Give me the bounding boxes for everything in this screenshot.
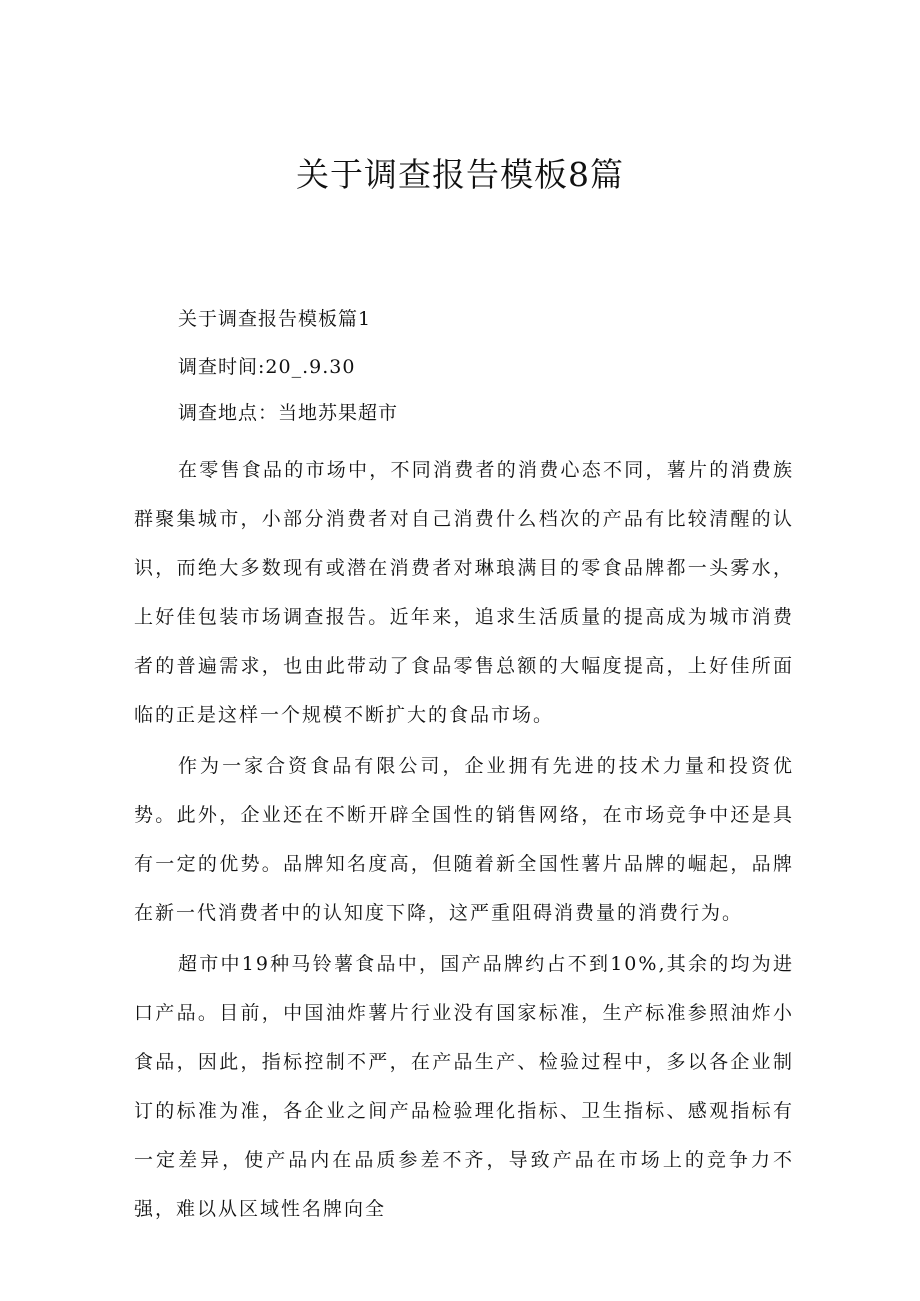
survey-time: 调查时间:20_.9.30	[178, 356, 356, 378]
paragraph-2: 作为一家合资食品有限公司，企业拥有先进的技术力量和投资优势。此外，企业还在不断开辟全国性的销售网络，在市场竞争中还是具有一定的优势。品牌知名度高，但随着新全国性薯片品牌的崛起，品牌在新一代消费者中的认知度下降，这严重阻碍消费量的消费行为。	[134, 755, 794, 924]
paragraph-1: 在零售食品的市场中，不同消费者的消费心态不同，薯片的消费族群聚集城市，小部分消费者对自己消费什么档次的产品有比较清醒的认识，而绝大多数现有或潜在消费者对琳琅满目的零食品牌都一头雾水，上好佳包装市场调查报告。近年来，追求生活质量的提高成为城市消费者的普遍需求，也由此带动了食品零售总额的大幅度提高，上好佳所面临的正是这样一个规模不断扩大的食品市场。	[134, 459, 794, 726]
document-body	[134, 446, 794, 1236]
document-title: 关于调查报告模板8篇	[296, 155, 624, 194]
survey-location: 调查地点：当地苏果超市	[178, 402, 399, 424]
section-heading: 关于调查报告模板篇1	[178, 308, 372, 330]
paragraph-3: 超市中19种马铃薯食品中，国产品牌约占不到10%,其余的均为进口产品。目前，中国油炸薯片行业没有国家标准，生产标准参照油炸小食品，因此，指标控制不严，在产品生产、检验过程中，多以各企业制订的标准为准，各企业之间产品检验理化指标、卫生指标、感观指标有一定差异，使产品内在品质参差不齐，导致产品在市场上的竞争力不强，难以从区域性名牌向全	[134, 953, 794, 1220]
